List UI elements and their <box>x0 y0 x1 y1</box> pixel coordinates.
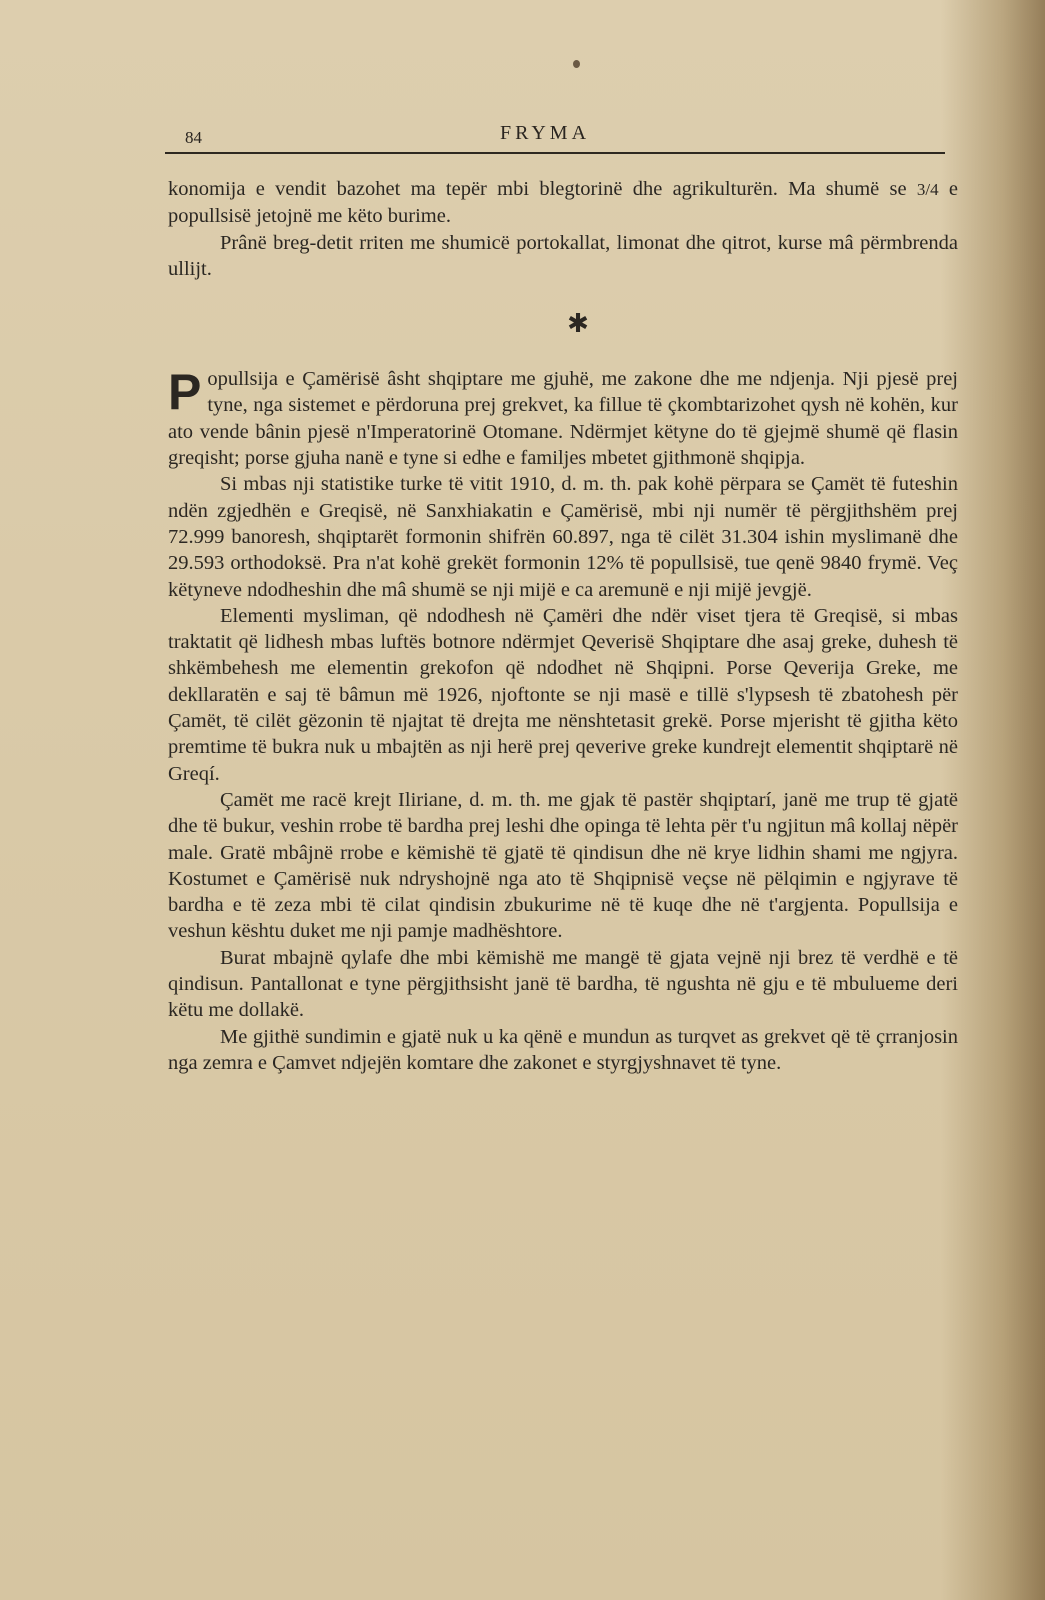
header-rule <box>165 152 945 154</box>
paragraph-men-dress: Burat mbajnë qylafe dhe mbi këmishë me mangë të gjata vejnë nji brez të verdhë e të qindisun. Pantallonat e tyne përgjithsisht janë të bardha, të ngushta në gju e të mbulueme deri këtu me dollakë. <box>168 946 958 1022</box>
paragraph-closing: Me gjithë sundimin e gjatë nuk u ka qënë e mundun as turqvet as grekvet që të çrranjosin nga zemra e Çamvet ndjejën komtare dhe zakonet e styrgjyshnavet të tyne. <box>168 1025 958 1074</box>
page-header <box>165 120 945 156</box>
paragraph-agriculture: konomija e vendit bazohet ma tepër mbi blegtorinë dhe agrikulturën. Ma shumë se 3/4 e popullsisë jetojnë me këto burime. <box>168 178 958 228</box>
drop-cap: P <box>168 364 202 421</box>
section-ornament-icon: ✱ <box>567 309 589 339</box>
running-title: FRYMA <box>500 122 591 144</box>
ink-dot <box>573 60 580 68</box>
fraction-three-quarters: 3/4 <box>916 180 939 199</box>
paragraph-population: Popullsija e Çamërisë âsht shqiptare me gjuhë, me zakone dhe me ndjenja. Nji pjesë prej tyne, nga sistemet e përdoruna prej grekvet, ka fillue të çkombtarizohet qysh në kohën, kur ato vende bânin pjesë n'Imperatorinë Otomane. Ndërmjet këtyne do të gjejmë shumë që flasin greqisht; porse gjuha nanë e tyne si edhe e familjes mbetet gjithmonë shqipja. <box>168 364 958 470</box>
paragraph-coast-fruits: Prânë breg-detit rriten me shumicë portokallat, limonat dhe qitrot, kurse mâ përmbrenda ullijt. <box>168 231 958 280</box>
paragraph-muslim-element: Elementi mysliman, që ndodhesh në Çamëri dhe ndër viset tjera të Greqisë, si mbas traktatit që lidhesh mbas luftës botnore ndërmjet Qeverisë Shqiptare dhe asaj greke, duhesh të shkëmbehesh me elementin grekofon që ndodhet në Shqipni. Porse Qeverija Greke, me dekllaratën e saj të bâmun më 1926, njoftonte se nji masë e tillë s'lypsesh të zbatohesh për Çamët, të cilët gëzonin të njajtat të drejta me nënshtetasit grekë. Porse mjerisht të gjitha këto premtime të bukra nuk u mbajtën as nji herë prej qeverive greke kundrejt elementit shqiptarë në Greqí. <box>168 604 958 785</box>
body-text <box>168 176 958 1076</box>
paragraph-statistics: Si mbas nji statistike turke të vitit 1910, d. m. th. pak kohë përpara se Çamët të futeshin ndën zgjedhën e Greqisë, në Sanxhiakatin e Çamërisë, mbi nji numër të përgjithshëm prej 72.999 banoresh, shqiptarët formonin shifrën 60.897, nga të cilët 31.304 ishin myslimanë dhe 29.593 orthodoksë. Pra n'at kohë grekët formonin 12% të popullsisë, tue qenë 9840 frymë. Veç këtyneve ndodheshin dhe mâ shumë se nji mijë e ca aremunë e nji mijë jevgjë. <box>168 473 958 601</box>
paragraph-appearance: Çamët me racë krejt Iliriane, d. m. th. me gjak të pastër shqiptarí, janë me trup të gjatë dhe të bukur, veshin rrobe të bardha prej leshi dhe opinga të lehta për t'u ngjitun mâ kollaj nëpër male. Gratë mbâjnë rrobe e këmishë të gjatë të qindisun dhe në krye lidhin shami me ngjyra. Kostumet e Çamërisë nuk ndryshojnë nga ato të Shqipnisë veçse në pëlqimin e ngjyrave të bardha e të zeza mbi të cilat qindisin zbukurime në të kuqe dhe në t'argjenta. Popullsija e veshun kështu duket me nji pamje madhështore. <box>168 788 958 943</box>
page-number: 84 <box>185 128 202 147</box>
